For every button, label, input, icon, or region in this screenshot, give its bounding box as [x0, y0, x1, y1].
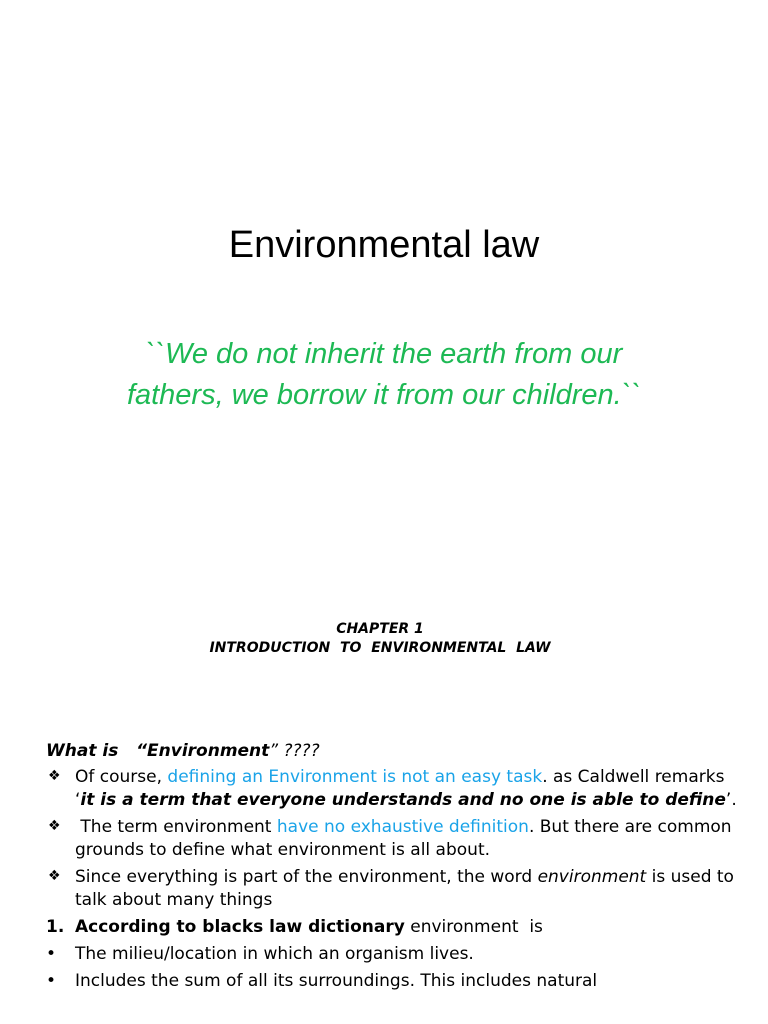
list-item	[46, 943, 746, 966]
body-text	[46, 740, 746, 997]
chapter-heading	[0, 620, 760, 658]
highlighted-text: have no exhaustive definition	[276, 817, 529, 837]
dot-bullet-icon: •	[46, 944, 57, 964]
item-text: is used to talk about many things	[75, 867, 734, 910]
emphasized-quote: it is a term that everyone understands and no one is able to define	[80, 790, 726, 810]
item-number: 1.	[46, 917, 65, 937]
highlighted-text: defining an Environment is not an easy task	[167, 767, 543, 787]
diamond-bullet-icon: ❖	[48, 768, 61, 784]
item-bold-text: According to blacks law dictionary	[75, 917, 405, 937]
item-text: ’.	[725, 790, 737, 810]
item-text: Since everything is part of the environment, the word	[75, 867, 538, 887]
list-item	[46, 816, 746, 862]
page-title: Environmental law	[228, 224, 540, 266]
chapter-number: CHAPTER 1	[336, 621, 424, 637]
heading-prefix: What is	[46, 741, 137, 761]
list-item	[46, 766, 746, 812]
diamond-bullet-icon: ❖	[48, 868, 61, 884]
numbered-item	[46, 916, 746, 939]
list-item	[46, 970, 746, 993]
list-item	[46, 866, 746, 912]
epigraph-quote: ``We do not inherit the earth from our fathers, we borrow it from our children.``	[126, 338, 642, 411]
item-text: Of course,	[75, 767, 168, 787]
item-text: The milieu/location in which an organism lives.	[75, 944, 474, 964]
chapter-title: INTRODUCTION TO ENVIRONMENTAL LAW	[209, 640, 551, 656]
heading-suffix: ” ????	[269, 741, 320, 761]
heading-term: “Environment	[136, 741, 270, 761]
item-text: Includes the sum of all its surroundings. This includes natural	[75, 971, 598, 991]
diamond-bullet-icon: ❖	[48, 818, 61, 834]
item-text: . But there are common grounds to define what environment is all about.	[75, 817, 732, 860]
item-text: The term environment	[75, 817, 277, 837]
dot-bullet-icon: •	[46, 971, 57, 991]
item-text: environment is	[404, 917, 543, 937]
italic-term: environment	[537, 867, 647, 887]
item-text: . as Caldwell remarks ‘	[75, 767, 725, 810]
section-heading	[46, 740, 746, 763]
